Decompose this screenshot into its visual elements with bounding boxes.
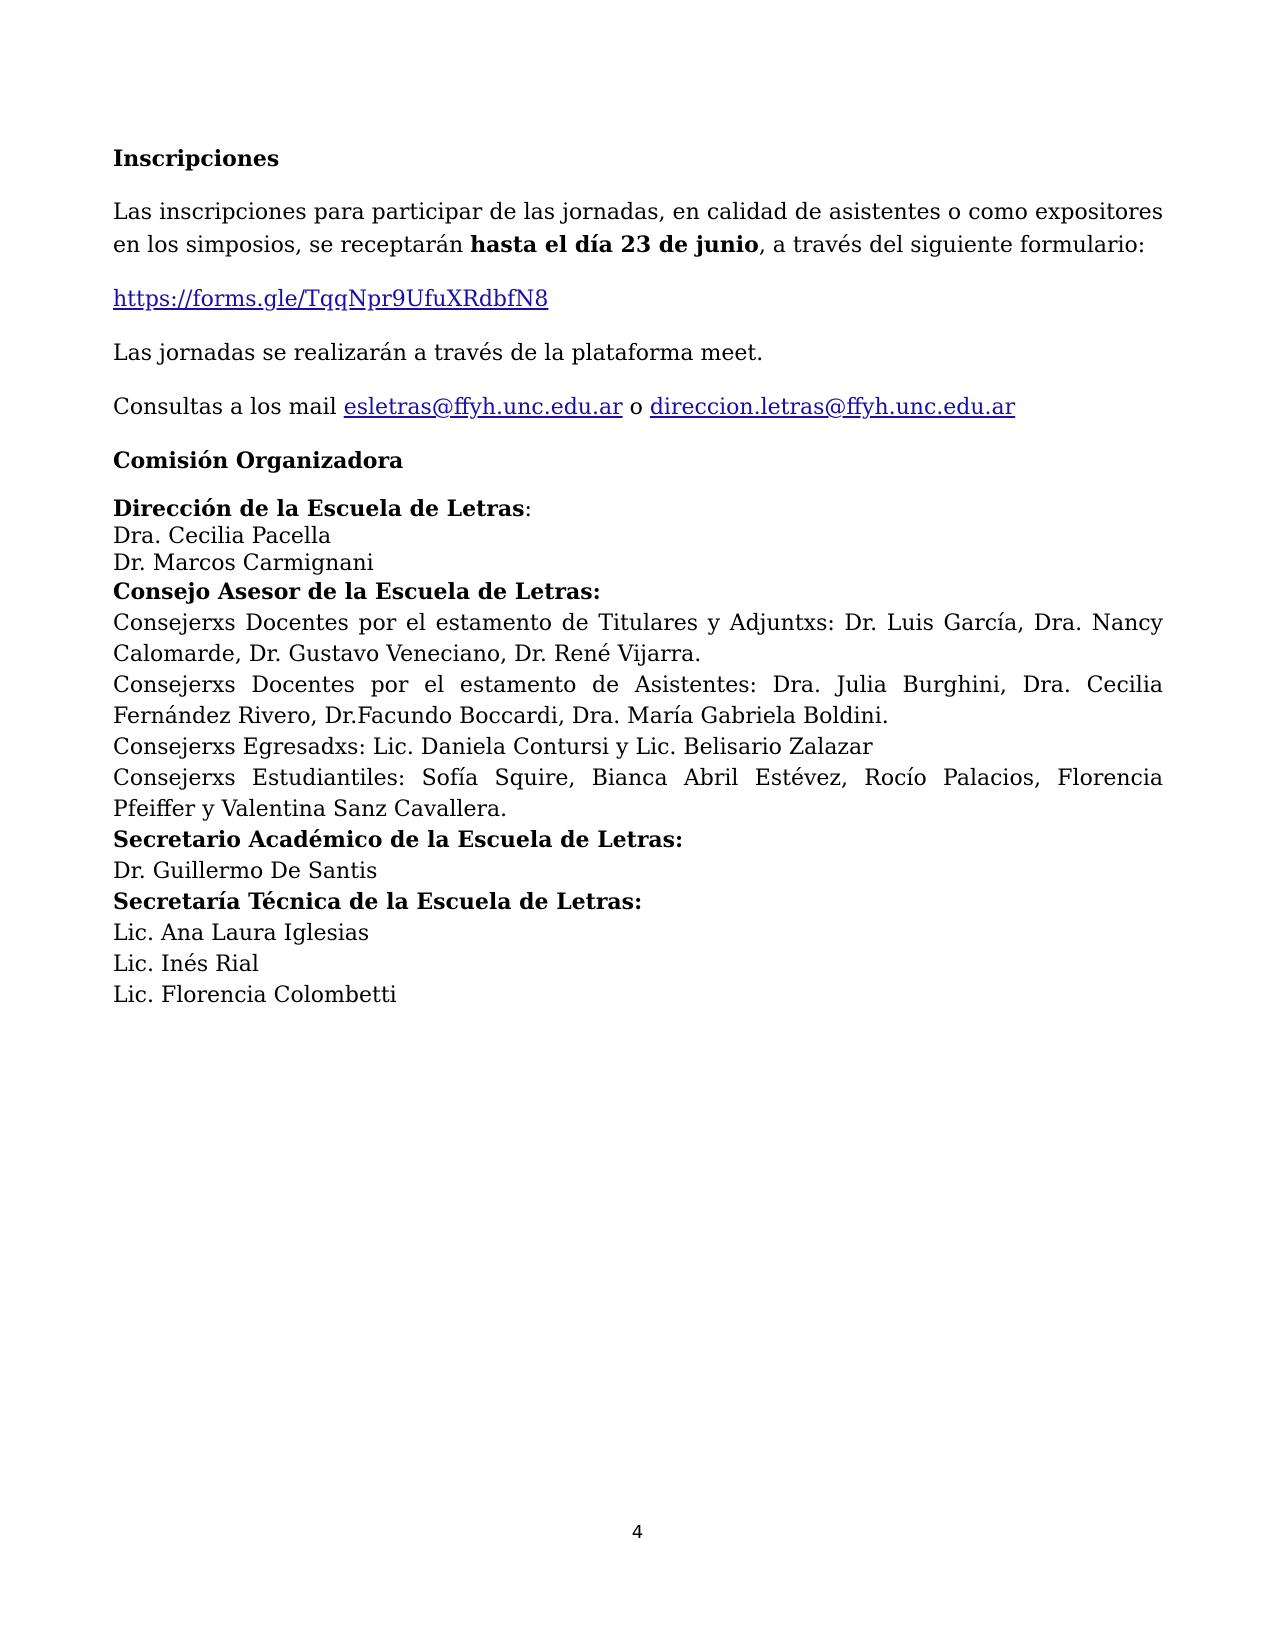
consejo-line: Consejerxs Estudiantiles: Sofía Squire, Bianca Abril Estévez, Rocío Palacios, Florencia Pfeiffer y Valentina Sanz Cavallera. [113, 766, 1163, 822]
email-link-esletras[interactable]: esletras@ffyh.unc.edu.ar [343, 395, 623, 420]
form-link-line [113, 284, 1163, 316]
page-number: 4 [631, 1522, 644, 1543]
document-page [113, 143, 1163, 1011]
consultas-line [113, 392, 1163, 424]
direccion-member: Dra. Cecilia Pacella [113, 524, 332, 549]
direccion-colon: : [524, 497, 532, 522]
inscripciones-paragraph [113, 197, 1163, 262]
secretaria-member: Lic. Florencia Colombetti [113, 983, 397, 1008]
platform-text: Las jornadas se realizarán a través de la plataforma meet. [113, 341, 764, 366]
consultas-text-pre: Consultas a los mail [113, 395, 344, 420]
email-link-direccion[interactable]: direccion.letras@ffyh.unc.edu.ar [649, 395, 1016, 420]
secretaria-heading: Secretaría Técnica de la Escuela de Letras: [113, 889, 643, 915]
comision-heading: Comisión Organizadora [113, 448, 404, 474]
consejo-heading: Consejo Asesor de la Escuela de Letras: [113, 579, 601, 605]
secretaria-member: Lic. Ana Laura Iglesias [113, 921, 370, 946]
secretaria-member: Lic. Inés Rial [113, 952, 259, 977]
direccion-member: Dr. Marcos Carmignani [113, 551, 374, 576]
direccion-heading: Dirección de la Escuela de Letras [113, 496, 525, 522]
form-link[interactable]: https://forms.gle/TqqNpr9UfuXRdbfN8 [113, 287, 549, 312]
inscripciones-heading: Inscripciones [113, 146, 280, 172]
secretario-heading: Secretario Académico de la Escuela de Letras: [113, 827, 684, 853]
inscripciones-text-post: , a través del siguiente formulario: [758, 233, 1146, 258]
direccion-heading-line [113, 496, 1163, 523]
comision-block [113, 496, 1163, 1011]
deadline-text: hasta el día 23 de junio [470, 232, 759, 258]
consejo-line: Consejerxs Egresadxs: Lic. Daniela Contursi y Lic. Belisario Zalazar [113, 735, 873, 760]
consultas-text-mid: o [622, 395, 650, 420]
secretario-member: Dr. Guillermo De Santis [113, 859, 378, 884]
consejo-line: Consejerxs Docentes por el estamento de Asistentes: Dra. Julia Burghini, Dra. Cecilia Fernández Rivero, Dr.Facundo Boccardi, Dra. María Gabriela Boldini. [113, 673, 1163, 729]
consejo-line: Consejerxs Docentes por el estamento de Titulares y Adjuntxs: Dr. Luis García, Dra. Nancy Calomarde, Dr. Gustavo Veneciano, Dr. René Vijarra. [113, 611, 1163, 667]
inscripciones-text-pre: Las inscripciones para participar de las jornadas, en calidad de asistentes o como expositores en los simposios, se receptarán [113, 200, 1163, 258]
